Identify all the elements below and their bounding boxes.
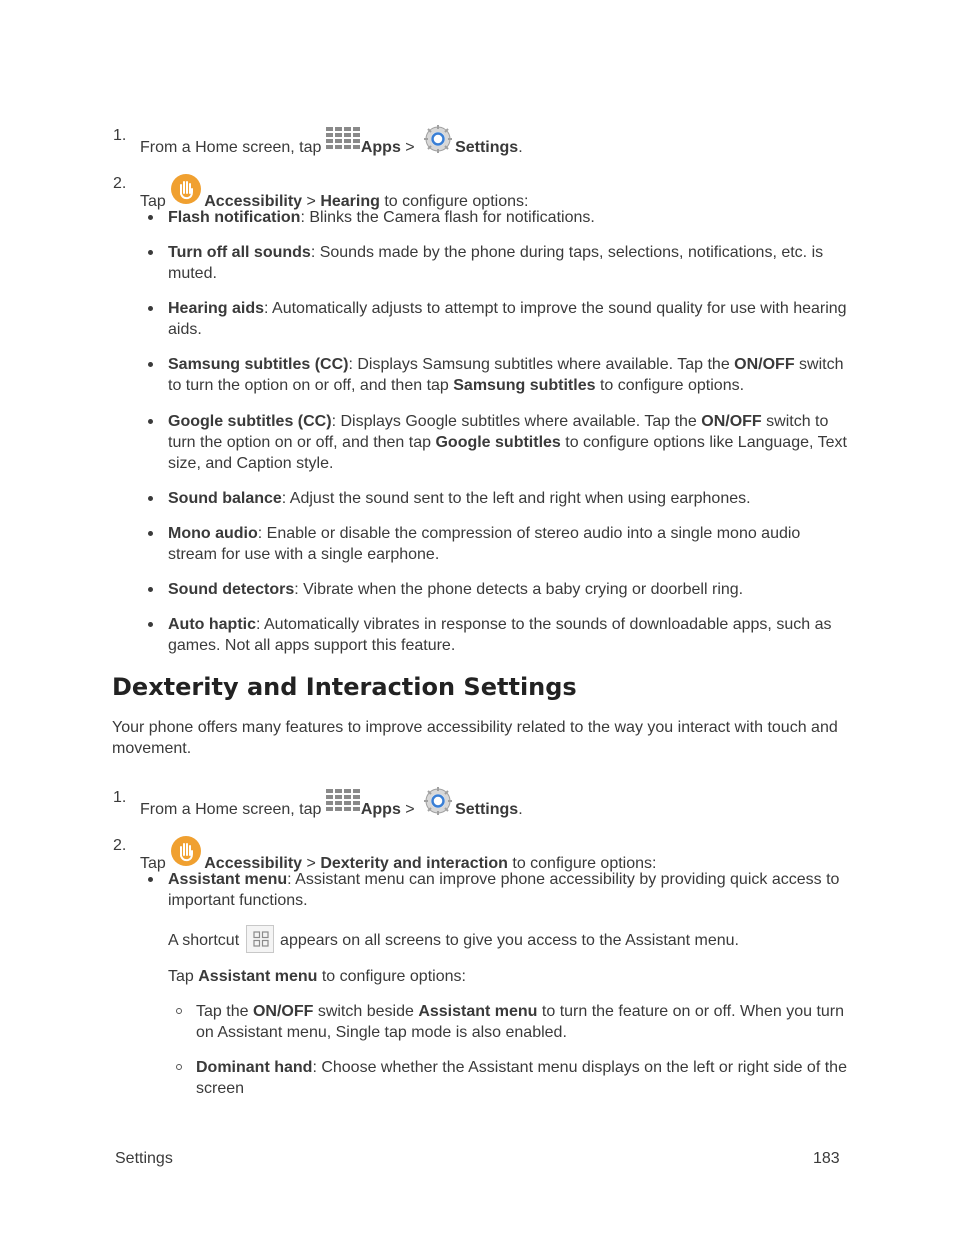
option-term: Mono audio bbox=[168, 525, 258, 542]
accessibility-hand-icon bbox=[170, 173, 202, 205]
step-text: Tap bbox=[140, 193, 171, 210]
on-off-label: ON/OFF bbox=[252, 1003, 314, 1020]
option-desc: switch to turn the option on or off, and then tap bbox=[168, 356, 844, 394]
step-text: to configure options: bbox=[379, 193, 529, 210]
option-desc: Tap the bbox=[196, 1003, 253, 1020]
option-desc: : Vibrate when the phone detects a baby crying or doorbell ring. bbox=[294, 581, 744, 598]
option-term: Samsung subtitles (CC) bbox=[168, 356, 349, 373]
option-term: Google subtitles (CC) bbox=[168, 413, 332, 430]
option-term: Hearing aids bbox=[168, 300, 265, 317]
option-term: Turn off all sounds bbox=[168, 244, 311, 261]
option-term: Assistant menu bbox=[168, 871, 288, 888]
assistant-menu-label: Assistant menu bbox=[418, 1003, 538, 1020]
accessibility-label: Accessibility bbox=[204, 193, 303, 210]
step-number: 2. bbox=[113, 837, 127, 854]
period: . bbox=[518, 801, 523, 818]
period: . bbox=[518, 139, 523, 156]
option-desc: switch to turn the option on or off, and then tap bbox=[168, 413, 829, 451]
footer-section: Settings bbox=[115, 1150, 173, 1167]
step-number: 1. bbox=[113, 789, 127, 806]
option-desc: : Automatically vibrates in response to the sounds of downloadable apps, such as games. Not all apps support this feature. bbox=[168, 616, 832, 654]
bullet-dot bbox=[148, 496, 153, 501]
on-off-label: ON/OFF bbox=[701, 413, 762, 430]
settings-gear-icon bbox=[423, 125, 453, 153]
separator: > bbox=[302, 855, 321, 872]
option-term: Sound detectors bbox=[168, 581, 295, 598]
separator: > bbox=[400, 801, 420, 818]
section-heading: Dexterity and Interaction Settings bbox=[112, 673, 577, 701]
google-subtitles-label: Google subtitles bbox=[435, 434, 561, 451]
separator: > bbox=[302, 193, 321, 210]
option-desc: : Adjust the sound sent to the left and right when using earphones. bbox=[281, 490, 751, 507]
settings-label: Settings bbox=[455, 139, 519, 156]
accessibility-hand-icon bbox=[170, 835, 202, 867]
settings-label: Settings bbox=[455, 801, 519, 818]
step-text: From a Home screen, tap bbox=[140, 801, 326, 818]
option-desc: to configure options. bbox=[595, 377, 745, 394]
bullet-dot bbox=[148, 587, 153, 592]
sub-bullet-ring bbox=[176, 1064, 182, 1070]
option-term: Auto haptic bbox=[168, 616, 256, 633]
bullet-dot bbox=[148, 531, 153, 536]
samsung-subtitles-label: Samsung subtitles bbox=[453, 377, 596, 394]
option-term: Flash notification bbox=[168, 209, 301, 226]
option-desc: to configure options like Language, Text size, and Caption style. bbox=[168, 434, 847, 472]
bullet-dot bbox=[148, 877, 153, 882]
option-desc: : Displays Samsung subtitles where available. Tap the bbox=[348, 356, 735, 373]
step-text: Tap bbox=[140, 855, 171, 872]
intro-paragraph: Your phone offers many features to improve accessibility related to the way you interact with touch and movement. bbox=[112, 719, 838, 757]
option-term: Sound balance bbox=[168, 490, 282, 507]
step-text: to configure options: bbox=[507, 855, 657, 872]
bullet-dot bbox=[148, 250, 153, 255]
bullet-dot bbox=[148, 306, 153, 311]
option-desc: switch beside bbox=[313, 1003, 419, 1020]
dexterity-label: Dexterity and interaction bbox=[320, 855, 508, 872]
option-desc: : Blinks the Camera flash for notifications. bbox=[300, 209, 595, 226]
option-desc: : Assistant menu can improve phone accessibility by providing quick access to important functions. bbox=[168, 871, 840, 909]
on-off-label: ON/OFF bbox=[734, 356, 795, 373]
shortcut-text: A shortcut bbox=[168, 932, 244, 949]
bullet-dot bbox=[148, 622, 153, 627]
apps-grid-icon bbox=[326, 127, 361, 151]
option-term: Dominant hand bbox=[196, 1059, 313, 1076]
page-number: 183 bbox=[813, 1150, 840, 1167]
assistant-shortcut-icon bbox=[246, 925, 274, 953]
apps-label: Apps bbox=[360, 139, 401, 156]
shortcut-text: appears on all screens to give you access to the Assistant menu. bbox=[275, 932, 739, 949]
accessibility-label: Accessibility bbox=[204, 855, 303, 872]
hearing-label: Hearing bbox=[320, 193, 380, 210]
step-text: From a Home screen, tap bbox=[140, 139, 326, 156]
sub-bullet-ring bbox=[176, 1008, 182, 1014]
option-desc: : Sounds made by the phone during taps, selections, notifications, etc. is muted. bbox=[168, 244, 824, 282]
assistant-menu-label: Assistant menu bbox=[198, 968, 318, 985]
option-desc: : Displays Google subtitles where available. Tap the bbox=[331, 413, 702, 430]
apps-label: Apps bbox=[360, 801, 401, 818]
step-number: 2. bbox=[113, 175, 127, 192]
step-number: 1. bbox=[113, 127, 127, 144]
settings-gear-icon bbox=[423, 787, 453, 815]
apps-grid-icon bbox=[326, 789, 361, 813]
option-desc: to turn the feature on or off. When you turn on Assistant menu, Single tap mode is also enabled. bbox=[196, 1003, 845, 1041]
tap-text: Tap bbox=[168, 968, 199, 985]
separator: > bbox=[400, 139, 420, 156]
tap-text: to configure options: bbox=[317, 968, 466, 985]
bullet-dot bbox=[148, 215, 153, 220]
option-desc: : Automatically adjusts to attempt to improve the sound quality for use with hearing aids. bbox=[168, 300, 847, 338]
option-desc: : Enable or disable the compression of stereo audio into a single mono audio stream for use with a single earphone. bbox=[168, 525, 801, 563]
bullet-dot bbox=[148, 419, 153, 424]
bullet-dot bbox=[148, 362, 153, 367]
option-desc: : Choose whether the Assistant menu displays on the left or right side of the screen bbox=[196, 1059, 847, 1097]
